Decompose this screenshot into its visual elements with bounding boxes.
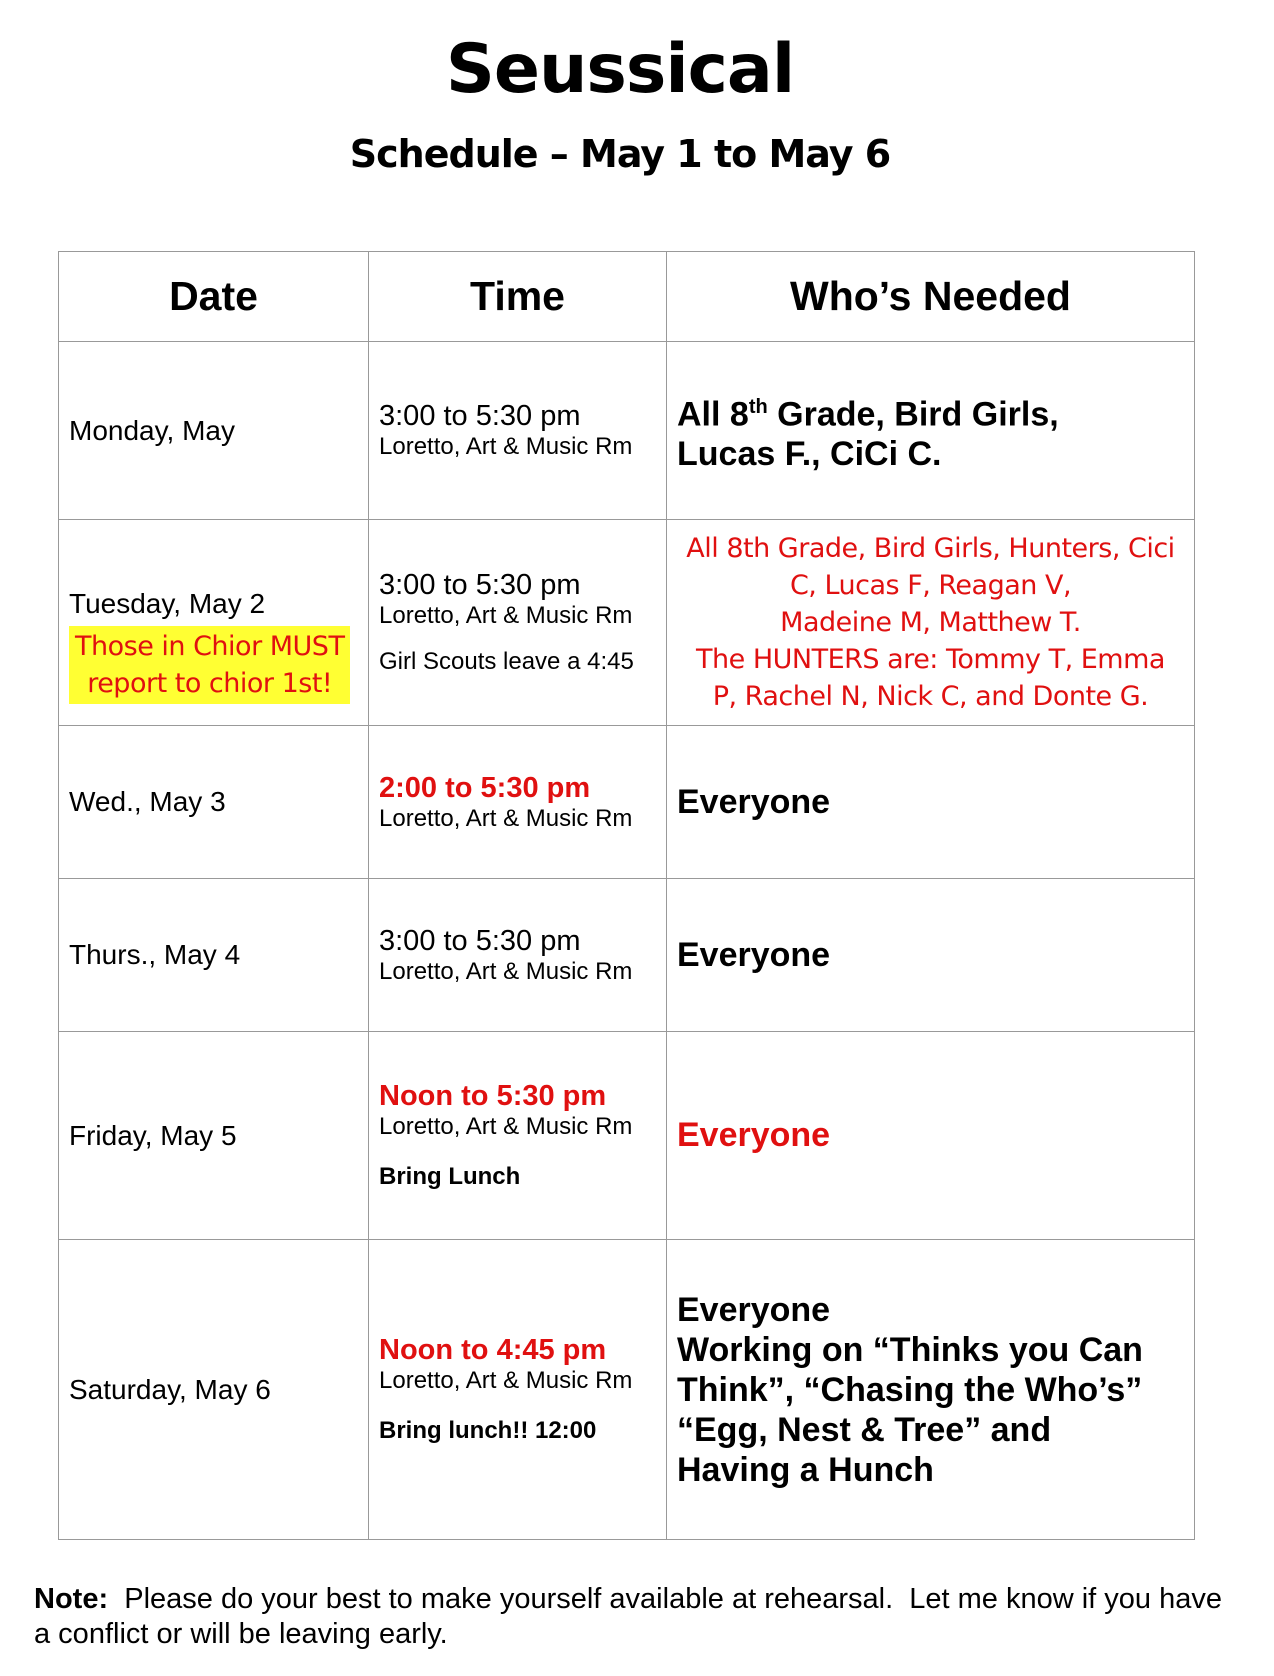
time-text: 3:00 to 5:30 pm	[379, 400, 581, 432]
table-row	[59, 520, 1195, 726]
time-cell	[369, 342, 667, 520]
table-row	[59, 1032, 1195, 1240]
extra-note: Bring lunch!! 12:00	[379, 1417, 597, 1444]
table-row	[59, 1240, 1195, 1540]
extra-note: Girl Scouts leave a 4:45	[379, 648, 634, 675]
who-line: Working on “Thinks you Can	[677, 1330, 1143, 1369]
time-text: 3:00 to 5:30 pm	[379, 924, 581, 957]
date-cell: Saturday, May 6	[59, 1240, 369, 1540]
who-cell	[667, 1240, 1195, 1540]
header-time: Time	[369, 252, 667, 342]
date-cell	[59, 520, 369, 726]
extra-note: Bring Lunch	[379, 1163, 521, 1190]
time-cell	[369, 879, 667, 1032]
page-subtitle: Schedule – May 1 to May 6	[349, 132, 891, 176]
location-text: Loretto, Art & Music Rm	[379, 433, 633, 460]
who-cell	[667, 342, 1195, 520]
who-cell	[667, 520, 1195, 726]
time-text: 2:00 to 5:30 pm	[379, 771, 591, 804]
date-cell: Thurs., May 4	[59, 879, 369, 1032]
location-text: Loretto, Art & Music Rm	[379, 804, 633, 832]
chior-warning	[69, 626, 350, 704]
page-title: Seussical	[445, 30, 795, 109]
who-cell: Everyone	[667, 726, 1195, 879]
time-cell	[369, 1240, 667, 1540]
who-line: Having a Hunch	[677, 1450, 934, 1489]
who-text: Lucas F., CiCi C.	[677, 435, 942, 474]
table-row	[59, 726, 1195, 879]
time-text: Noon to 5:30 pm	[379, 1080, 607, 1112]
table-row	[59, 879, 1195, 1032]
who-text: Grade, Bird Girls,	[767, 395, 1059, 434]
location-text: Loretto, Art & Music Rm	[379, 602, 633, 629]
date-cell: Wed., May 3	[59, 726, 369, 879]
location-text: Loretto, Art & Music Rm	[379, 957, 633, 985]
time-text: 3:00 to 5:30 pm	[379, 569, 581, 601]
table-header-row	[59, 252, 1195, 342]
who-line: C, Lucas F, Reagan V,	[789, 570, 1072, 601]
date-cell: Monday, May	[59, 342, 369, 520]
who-sup: th	[748, 395, 768, 418]
time-cell	[369, 726, 667, 879]
who-line: Madeine M, Matthew T.	[780, 607, 1081, 638]
who-text: All 8	[677, 395, 749, 434]
date-cell: Friday, May 5	[59, 1032, 369, 1240]
schedule-table	[58, 251, 1195, 1540]
who-line: Everyone	[677, 1290, 831, 1329]
location-text: Loretto, Art & Music Rm	[379, 1367, 633, 1394]
note-label: Note:	[34, 1583, 109, 1615]
who-line: All 8th Grade, Bird Girls, Hunters, Cici	[686, 533, 1175, 564]
location-text: Loretto, Art & Music Rm	[379, 1113, 633, 1140]
warning-line: Those in Chior MUST	[75, 631, 345, 662]
header-date: Date	[59, 252, 369, 342]
footer-note	[34, 1582, 1244, 1652]
table-row	[59, 342, 1195, 520]
date-text: Tuesday, May 2	[69, 588, 266, 619]
who-line: The HUNTERS are: Tommy T, Emma	[696, 644, 1165, 675]
time-cell	[369, 1032, 667, 1240]
who-cell: Everyone	[667, 879, 1195, 1032]
who-line: Think”, “Chasing the Who’s”	[677, 1370, 1143, 1409]
time-text: Noon to 4:45 pm	[379, 1334, 607, 1366]
who-line: “Egg, Nest & Tree” and	[677, 1410, 1052, 1449]
who-line: P, Rachel N, Nick C, and Donte G.	[712, 681, 1149, 712]
header-who: Who’s Needed	[667, 252, 1195, 342]
note-text: Please do your best to make yourself available at rehearsal. Let me know if you have a conflict or will be leaving early.	[34, 1583, 1231, 1650]
time-cell	[369, 520, 667, 726]
warning-line: report to chior 1st!	[87, 668, 333, 699]
who-cell: Everyone	[667, 1032, 1195, 1240]
